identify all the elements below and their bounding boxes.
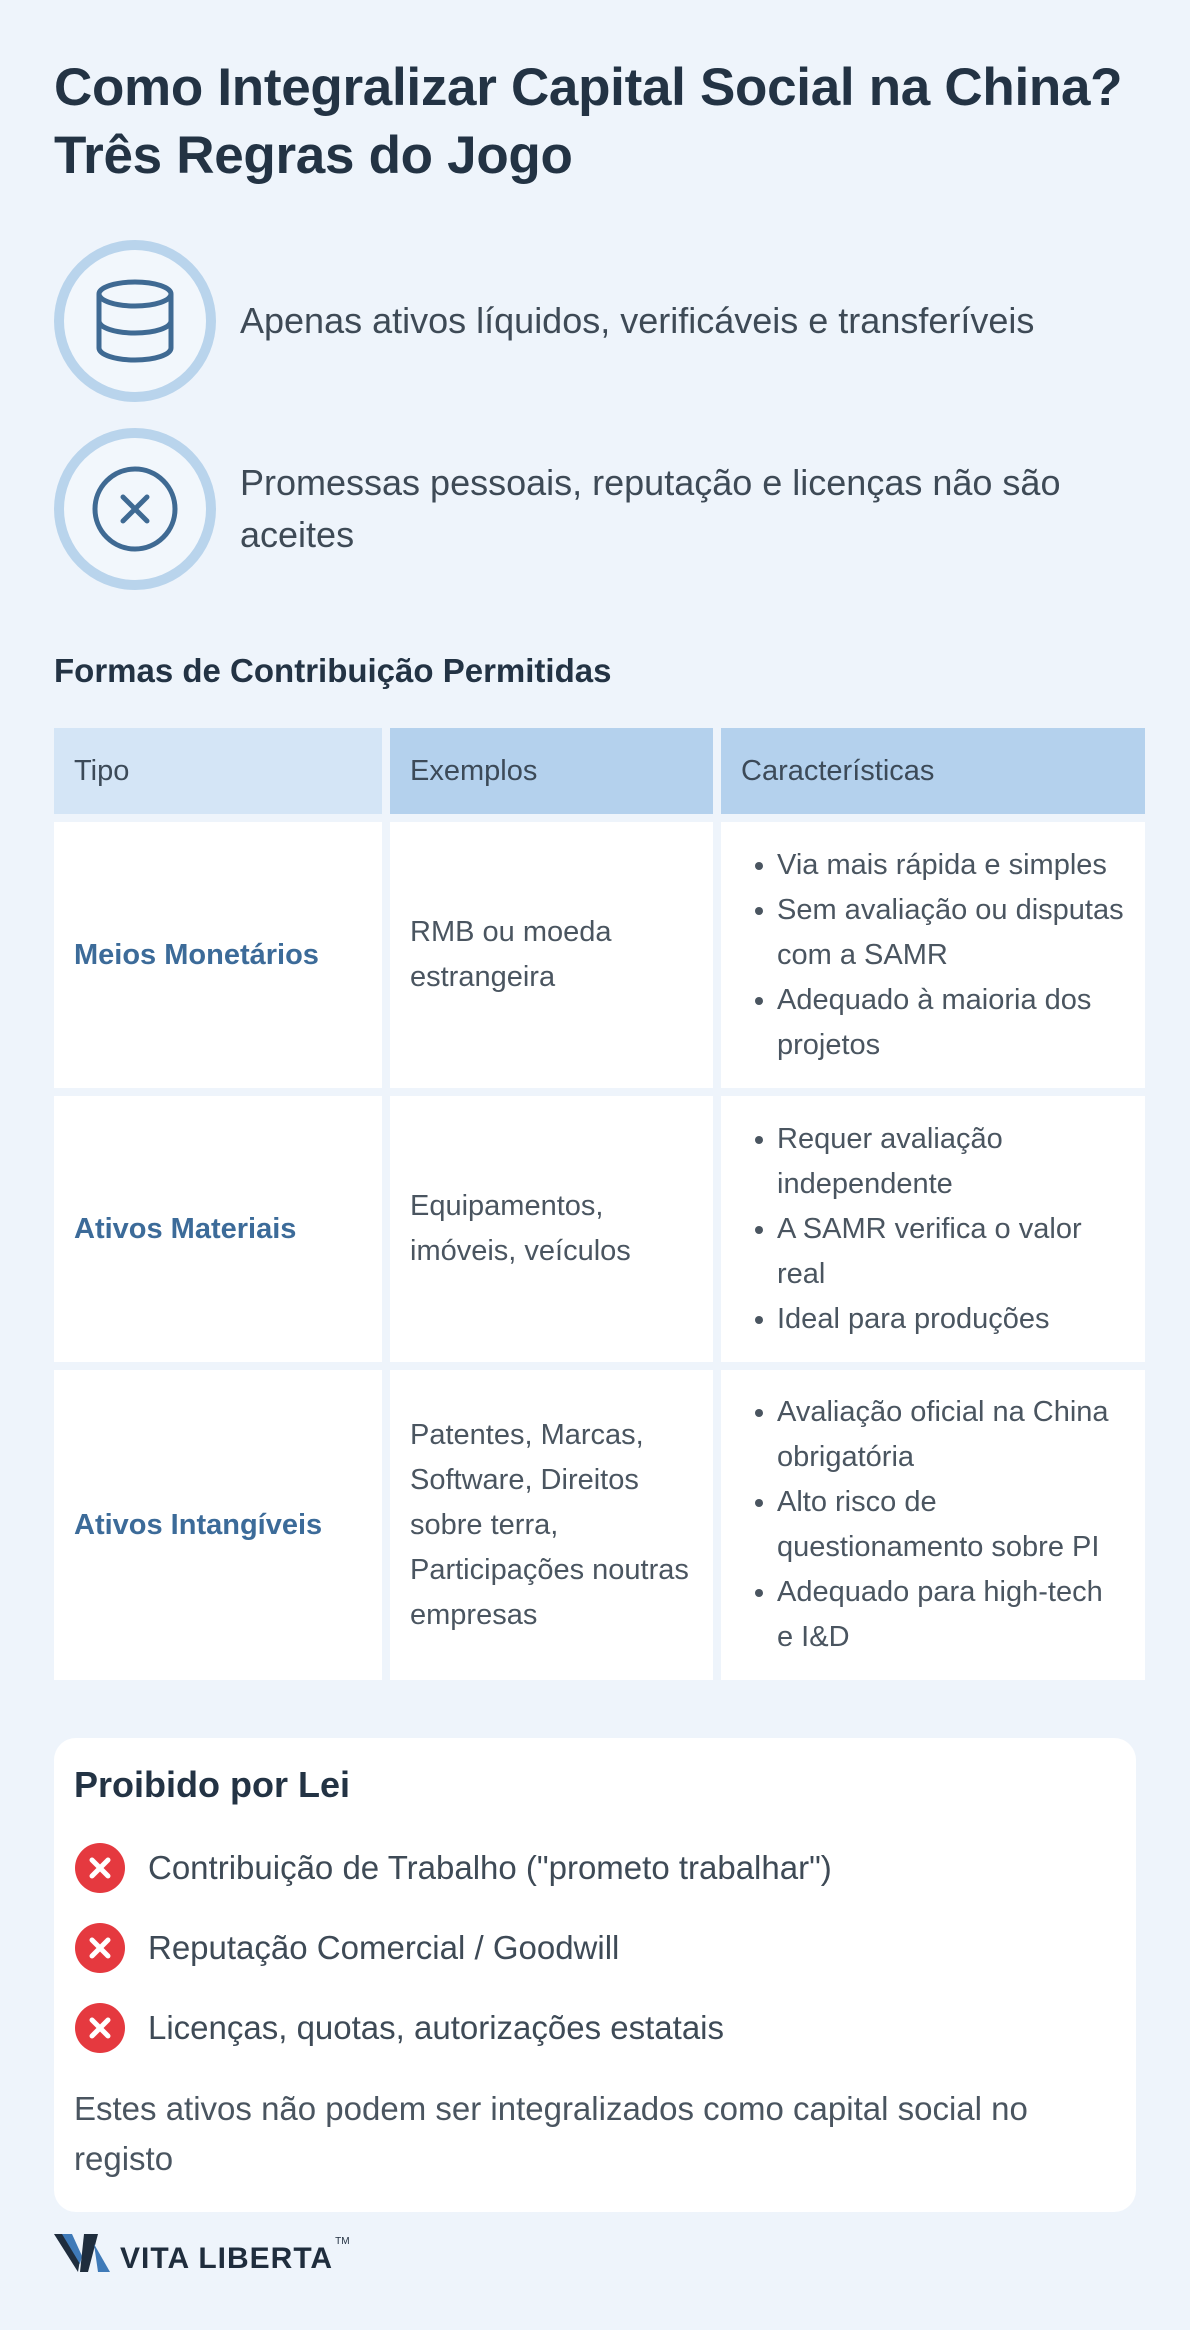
feature-item: Adequado para high-tech e I&D xyxy=(777,1570,1125,1660)
feature-item: Avaliação oficial na China obrigatória xyxy=(777,1390,1125,1480)
row-type: Meios Monetários xyxy=(54,822,382,1088)
feature-item: Ideal para produções xyxy=(777,1297,1125,1342)
feature-item: Adequado à maioria dos projetos xyxy=(777,978,1125,1068)
feature-item: Via mais rápida e simples xyxy=(777,843,1125,888)
forbidden-item xyxy=(74,1842,1116,1894)
table-header-row xyxy=(54,728,1145,814)
table-row xyxy=(54,1370,1145,1680)
row-features xyxy=(721,822,1145,1088)
brand-logo xyxy=(54,2232,350,2276)
forms-section-title: Formas de Contribuição Permitidas xyxy=(54,652,612,689)
forbidden-item-text: Contribuição de Trabalho ("prometo trabalhar") xyxy=(148,1849,832,1886)
rule-text: Apenas ativos líquidos, verificáveis e transferíveis xyxy=(240,300,1035,341)
feature-item: Sem avaliação ou disputas com a SAMR xyxy=(777,888,1125,978)
contribution-forms-table xyxy=(46,720,1153,1688)
row-examples: RMB ou moeda estrangeira xyxy=(390,822,713,1088)
forbidden-item-text: Reputação Comercial / Goodwill xyxy=(148,1929,620,1966)
rule-text: Promessas pessoais, reputação e licenças não são aceites xyxy=(240,462,1061,555)
row-examples: Equipamentos, imóveis, veículos xyxy=(390,1096,713,1362)
row-type: Ativos Intangíveis xyxy=(54,1370,382,1680)
row-features xyxy=(721,1370,1145,1680)
infographic xyxy=(54,54,1136,2212)
rule-not-accepted xyxy=(54,428,1136,590)
row-type: Ativos Materiais xyxy=(54,1096,382,1362)
vita-liberta-logo-icon xyxy=(54,2232,110,2274)
row-features xyxy=(721,1096,1145,1362)
table-row xyxy=(54,1096,1145,1362)
rule-badge xyxy=(54,428,216,590)
feature-item: A SAMR verifica o valor real xyxy=(777,1207,1125,1297)
error-x-icon xyxy=(74,1842,126,1894)
database-icon xyxy=(95,278,175,364)
page-title: Como Integralizar Capital Social na China? Três Regras do Jogo xyxy=(54,58,1123,185)
brand-name: VITA LIBERTA xyxy=(120,2242,334,2275)
forbidden-item xyxy=(74,1922,1116,1974)
brand-trademark: TM xyxy=(335,2236,350,2247)
rule-liquid-assets xyxy=(54,240,1136,402)
table-row xyxy=(54,822,1145,1088)
column-header-type: Tipo xyxy=(54,728,382,814)
feature-item: Alto risco de questionamento sobre PI xyxy=(777,1480,1125,1570)
rule-badge xyxy=(54,240,216,402)
forbidden-item-text: Licenças, quotas, autorizações estatais xyxy=(148,2009,725,2046)
error-x-icon xyxy=(74,2002,126,2054)
forbidden-item xyxy=(74,2002,1116,2054)
forbidden-note: Estes ativos não podem ser integralizados como capital social no registo xyxy=(74,2090,1028,2177)
feature-item: Requer avaliação independente xyxy=(777,1117,1125,1207)
close-circle-icon xyxy=(90,464,180,554)
column-header-examples: Exemplos xyxy=(390,728,713,814)
error-x-icon xyxy=(74,1922,126,1974)
column-header-features: Características xyxy=(721,728,1145,814)
forbidden-card xyxy=(54,1738,1136,2212)
row-examples: Patentes, Marcas, Software, Direitos sobre terra, Participações noutras empresas xyxy=(390,1370,713,1680)
forbidden-title: Proibido por Lei xyxy=(74,1764,350,1805)
